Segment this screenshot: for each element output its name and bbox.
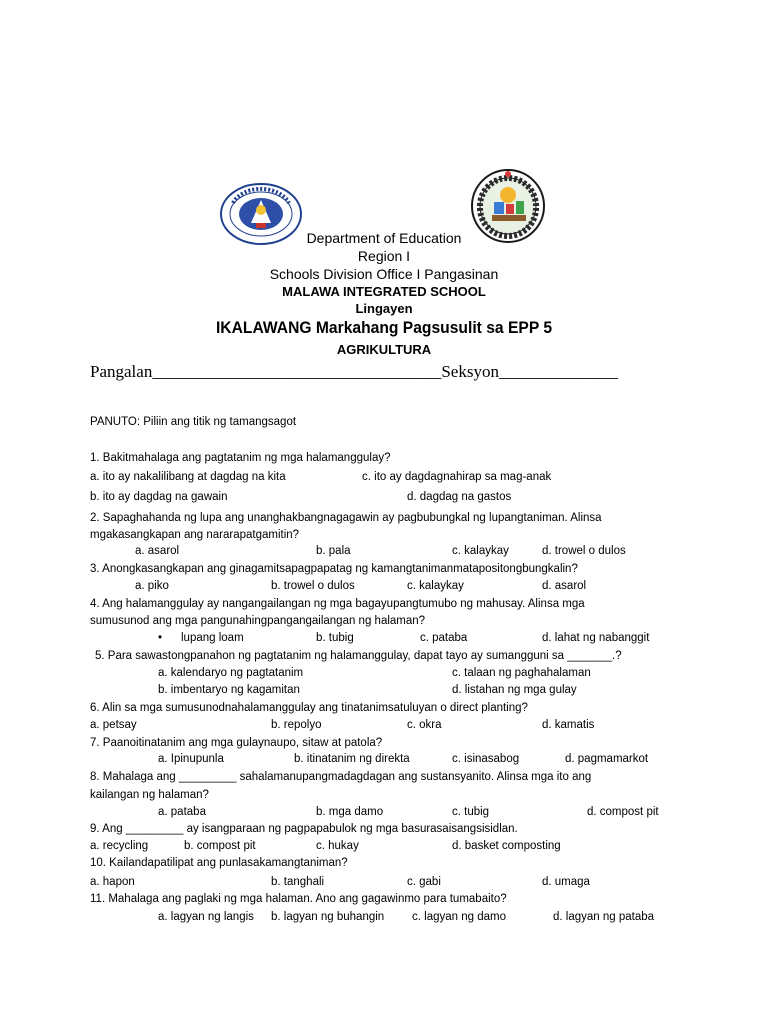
option: c. lagyan ng damo bbox=[412, 911, 506, 923]
option: d. compost pit bbox=[587, 806, 659, 818]
option: d. trowel o dulos bbox=[542, 545, 626, 557]
option: c. kalaykay bbox=[452, 545, 509, 557]
option: c. isinasabog bbox=[452, 753, 520, 765]
option: a. Ipinupunla bbox=[158, 753, 224, 765]
option: b. pala bbox=[316, 545, 351, 557]
name-section-row bbox=[90, 362, 618, 382]
question-text: kailangan ng halaman? bbox=[90, 789, 209, 801]
subject-title: AGRIKULTURA bbox=[336, 342, 432, 357]
option: b. repolyo bbox=[271, 719, 322, 731]
option: c. gabi bbox=[407, 876, 441, 888]
question-text: 10. Kailandapatilipat ang punlasakamangtaniman? bbox=[90, 857, 348, 869]
name-blank: __________________________________ bbox=[152, 362, 442, 381]
section-blank: ______________ bbox=[498, 362, 618, 381]
question-text: 7. Paanoitinatanim ang mga gulaynaupo, sitaw at patola? bbox=[90, 737, 383, 749]
option: d. listahan ng mga gulay bbox=[452, 684, 577, 696]
option: c. pataba bbox=[420, 632, 468, 644]
option: d. lahat ng nabanggit bbox=[542, 632, 650, 644]
option: c. okra bbox=[407, 719, 442, 731]
instructions: PANUTO: Piliin ang titik ng tamangsagot bbox=[90, 416, 297, 428]
question-text: 3. Anongkasangkapan ang ginagamitsapagpapatag ng kamangtanimanmatapositongbungkalin? bbox=[90, 563, 578, 575]
option: c. hukay bbox=[316, 840, 359, 852]
option: a. pataba bbox=[158, 806, 206, 818]
exam-title: IKALAWANG Markahang Pagsusulit sa EPP 5 bbox=[215, 318, 553, 337]
question-text: 4. Ang halamanggulay ay nangangailangan ng mga bagayupangtumubo ng mahusay. Alinsa mga bbox=[90, 598, 585, 610]
option: c. talaan ng paghahalaman bbox=[452, 667, 591, 679]
option: b. mga damo bbox=[316, 806, 384, 818]
school-town: Lingayen bbox=[355, 301, 413, 316]
division-line: Schools Division Office I Pangasinan bbox=[269, 266, 499, 282]
option: b. lagyan ng buhangin bbox=[271, 911, 385, 923]
question-text: 5. Para sawastongpanahon ng pagtatanim ng halamanggulay, dapat tayo ay sumangguni sa _______.? bbox=[95, 650, 622, 662]
option: c. tubig bbox=[452, 806, 490, 818]
question-text: mgakasangkapan ang nararapatgamitin? bbox=[90, 529, 300, 541]
option: d. kamatis bbox=[542, 719, 595, 731]
school-name: MALAWA INTEGRATED SCHOOL bbox=[282, 284, 486, 299]
bullet: • bbox=[158, 632, 163, 644]
option: a. kalendaryo ng pagtatanim bbox=[158, 667, 304, 679]
option: d. dagdag na gastos bbox=[407, 491, 512, 503]
option: a. piko bbox=[135, 580, 169, 592]
option: a. ito ay nakalilibang at dagdag na kita bbox=[90, 471, 286, 483]
option: d. umaga bbox=[542, 876, 590, 888]
question-text: 9. Ang _________ ay isangparaan ng pagpapabulok ng mga basurasaisangsisidlan. bbox=[90, 823, 518, 835]
section-label: Seksyon bbox=[441, 362, 499, 381]
region-line: Region I bbox=[357, 248, 411, 264]
option: a. lagyan ng langis bbox=[158, 911, 254, 923]
question-text: 11. Mahalaga ang paglaki ng mga halaman. Ano ang gagawinmo para tumabaito? bbox=[90, 893, 507, 905]
option: b. itinatanim ng direkta bbox=[294, 753, 410, 765]
option: b. ito ay dagdag na gawain bbox=[90, 491, 228, 503]
question-text: 1. Bakitmahalaga ang pagtatanim ng mga halamanggulay? bbox=[90, 452, 391, 464]
option: d. pagmamarkot bbox=[565, 753, 649, 765]
option: b. compost pit bbox=[184, 840, 256, 852]
question-text: 6. Alin sa mga sumusunodnahalamanggulay ang tinatanimsatuluyan o direct planting? bbox=[90, 702, 528, 714]
option: a. recycling bbox=[90, 840, 149, 852]
question-text: 2. Sapaghahanda ng lupa ang unanghakbangnagagawin ay pagbubungkal ng lupangtaniman. Alinsa bbox=[90, 512, 602, 524]
option: d. basket composting bbox=[452, 840, 561, 852]
option: a. hapon bbox=[90, 876, 135, 888]
question-text: sumusunod ang mga pangunahingpangangailangan ng halaman? bbox=[90, 615, 426, 627]
option: a. asarol bbox=[135, 545, 180, 557]
name-label: Pangalan bbox=[90, 362, 153, 381]
agency-line: Department of Education bbox=[306, 230, 462, 246]
option: b. tubig bbox=[316, 632, 354, 644]
option: d. asarol bbox=[542, 580, 587, 592]
option: b. imbentaryo ng kagamitan bbox=[158, 684, 300, 696]
option: a. petsay bbox=[90, 719, 137, 731]
option: c. ito ay dagdagnahirap sa mag-anak bbox=[362, 471, 552, 483]
question-text: 8. Mahalaga ang _________ sahalamanupangmadagdagan ang sustansyanito. Alinsa mga ito ang bbox=[90, 771, 592, 783]
option: b. trowel o dulos bbox=[271, 580, 355, 592]
option: lupang loam bbox=[181, 632, 244, 644]
option: d. lagyan ng pataba bbox=[553, 911, 655, 923]
option: c. kalaykay bbox=[407, 580, 464, 592]
option: b. tanghali bbox=[271, 876, 325, 888]
